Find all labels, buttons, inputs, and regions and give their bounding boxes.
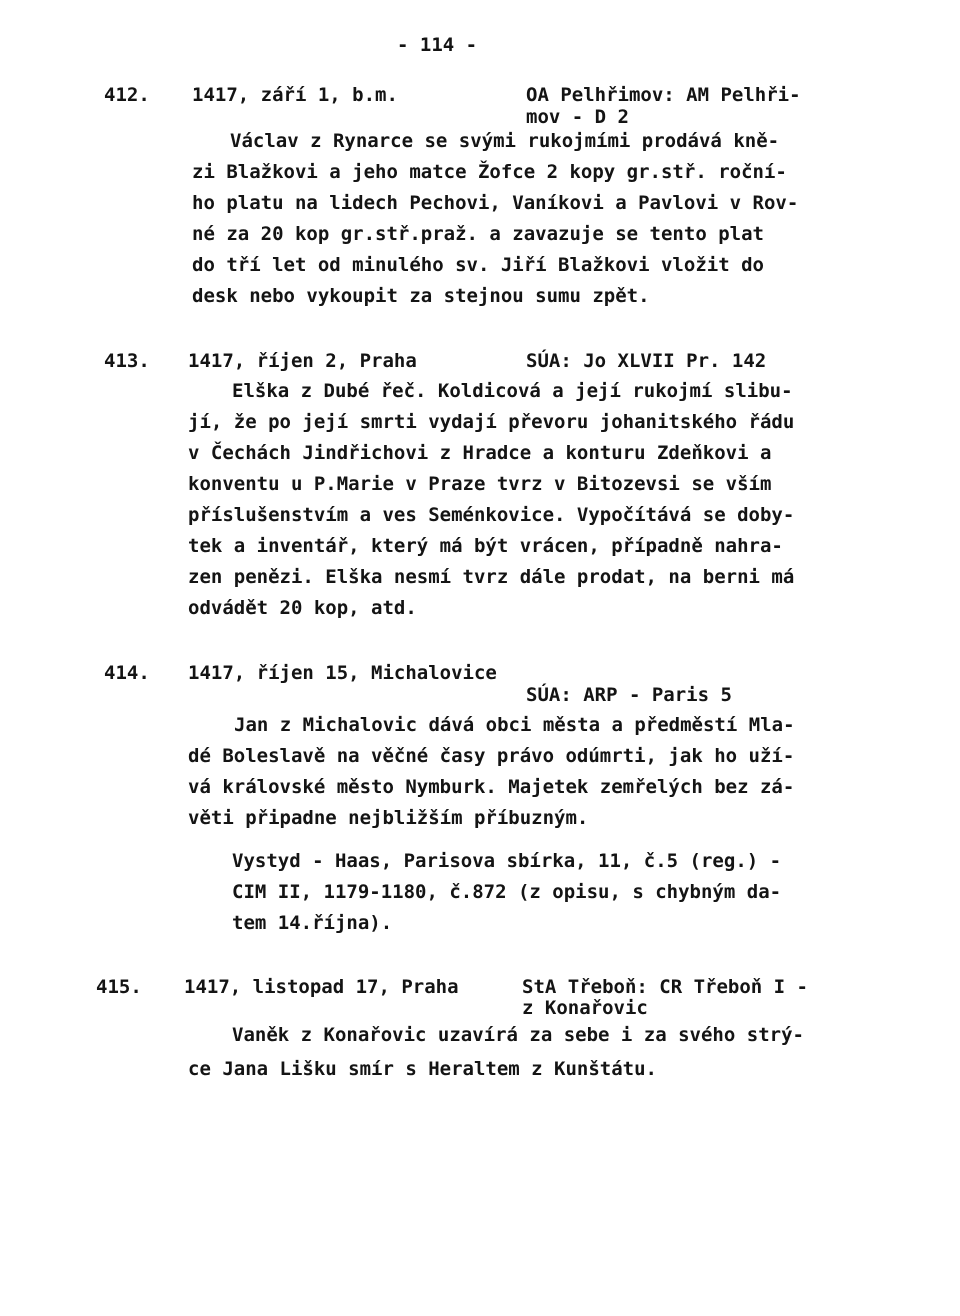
- page-number: - 114 -: [397, 34, 478, 56]
- text-line: zen penězi. Elška nesmí tvrz dále prodat, na berni má: [188, 566, 795, 588]
- entry-number: 414.: [104, 662, 150, 684]
- entry-archive-line: mov - D 2: [526, 106, 629, 128]
- text-line: věti připadne nejbližším příbuzným.: [188, 807, 589, 829]
- text-line: vá královské město Nymburk. Majetek zemřelých bez zá-: [188, 776, 795, 798]
- text-line: ho platu na lidech Pechovi, Vaníkovi a Pavlovi v Rov-: [192, 192, 799, 214]
- text-line: Vaněk z Konařovic uzavírá za sebe i za svého strý-: [232, 1024, 804, 1046]
- entry-number: 415.: [96, 976, 142, 998]
- note-line: tem 14.října).: [232, 912, 393, 934]
- text-line: v Čechách Jindřichovi z Hradce a konturu Zdeňkovi a: [188, 442, 772, 464]
- note-line: CIM II, 1179-1180, č.872 (z opisu, s chybným da-: [232, 881, 782, 903]
- text-line: né za 20 kop gr.stř.praž. a zavazuje se tento plat: [192, 223, 764, 245]
- text-line: příslušenstvím a ves Seménkovice. Vypočítává se doby-: [188, 504, 795, 526]
- entry-archive-line: OA Pelhřimov: AM Pelhři-: [526, 84, 801, 106]
- entry-date: 1417, říjen 15, Michalovice: [188, 662, 497, 684]
- text-line: konventu u P.Marie v Praze tvrz v Bitozevsi se vším: [188, 473, 772, 495]
- text-line: dé Boleslavě na věčné časy právo odúmrti, jak ho uží-: [188, 745, 795, 767]
- note-line: Vystyd - Haas, Parisova sbírka, 11, č.5 (reg.) -: [232, 850, 782, 872]
- entry-archive-line: SÚA: Jo XLVII Pr. 142: [526, 350, 767, 372]
- entry-number: 413.: [104, 350, 150, 372]
- text-line: odvádět 20 kop, atd.: [188, 597, 417, 619]
- text-line: Jan z Michalovic dává obci města a předměstí Mla-: [234, 714, 795, 736]
- text-line: tek a inventář, který má být vrácen, případně nahra-: [188, 535, 783, 557]
- text-line: Elška z Dubé řeč. Koldicová a její rukojmí slibu-: [232, 380, 793, 402]
- text-line: ce Jana Lišku smír s Heraltem z Kunštátu.: [188, 1058, 657, 1080]
- entry-date: 1417, listopad 17, Praha: [184, 976, 459, 998]
- text-line: do tří let od minulého sv. Jiří Blažkovi vložit do: [192, 254, 764, 276]
- entry-number: 412.: [104, 84, 150, 106]
- text-line: zi Blažkovi a jeho matce Žofce 2 kopy gr.stř. roční-: [192, 161, 787, 183]
- text-line: jí, že po její smrti vydají převoru johanitského řádu: [188, 411, 795, 433]
- entry-archive-line: z Konařovic: [522, 997, 648, 1019]
- entry-date: 1417, září 1, b.m.: [192, 84, 398, 106]
- entry-archive-line: SÚA: ARP - Paris 5: [526, 684, 732, 706]
- text-line: Václav z Rynarce se svými rukojmími prodává kně-: [230, 130, 780, 152]
- entry-archive-line: StA Třeboň: CR Třeboň I -: [522, 976, 808, 998]
- text-line: desk nebo vykoupit za stejnou sumu zpět.: [192, 285, 650, 307]
- entry-date: 1417, říjen 2, Praha: [188, 350, 417, 372]
